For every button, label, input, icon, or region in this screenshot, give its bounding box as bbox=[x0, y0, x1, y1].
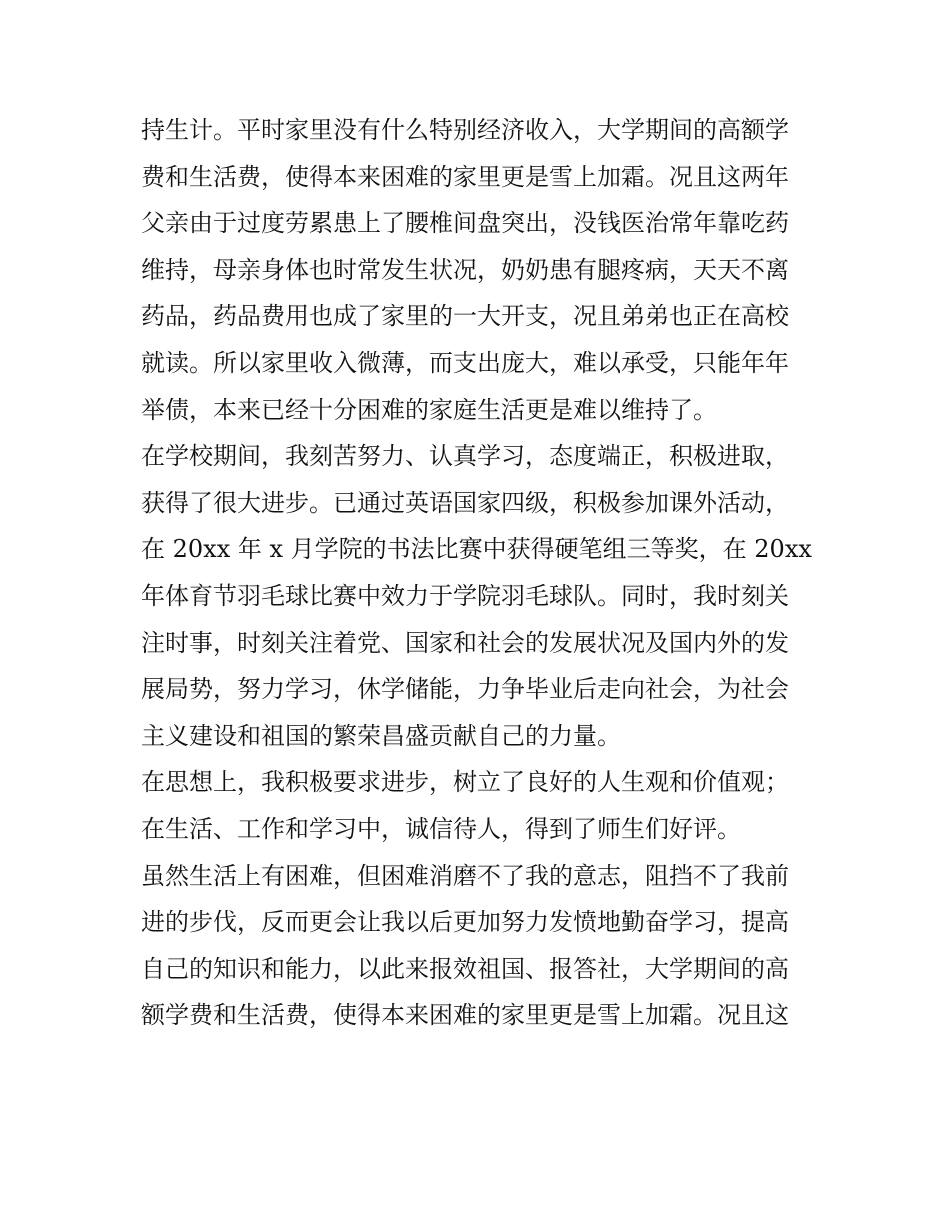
text-line: 在学校期间，我刻苦努力、认真学习，态度端正，积极进取， bbox=[141, 442, 789, 471]
text-line: 药品，药品费用也成了家里的一大开支，况且弟弟也正在高校 bbox=[141, 302, 789, 331]
text-line: 费和生活费，使得本来困难的家里更是雪上加霜。况且这两年 bbox=[141, 162, 789, 191]
text-line: 在 20xx 年 x 月学院的书法比赛中获得硬笔组三等奖，在 20xx bbox=[141, 535, 812, 564]
text-line: 主义建设和祖国的繁荣昌盛贡献自己的力量。 bbox=[141, 721, 621, 750]
text-line: 注时事，时刻关注着党、国家和社会的发展状况及国内外的发 bbox=[141, 628, 789, 657]
text-line: 父亲由于过度劳累患上了腰椎间盘突出，没钱医治常年靠吃药 bbox=[141, 209, 789, 238]
text-line: 虽然生活上有困难，但困难消磨不了我的意志，阻挡不了我前 bbox=[141, 861, 789, 890]
text-line: 额学费和生活费，使得本来困难的家里更是雪上加霜。况且这 bbox=[141, 1001, 789, 1030]
text-line: 持生计。平时家里没有什么特别经济收入，大学期间的高额学 bbox=[141, 116, 789, 144]
text-line: 在思想上，我积极要求进步，树立了良好的人生观和价值观； bbox=[141, 768, 789, 797]
text-line: 在生活、工作和学习中，诚信待人，得到了师生们好评。 bbox=[141, 814, 741, 843]
text-line: 展局势，努力学习，休学储能，力争毕业后走向社会，为社会 bbox=[141, 675, 789, 704]
text-line: 维持，母亲身体也时常发生状况，奶奶患有腿疼病，天天不离 bbox=[141, 255, 789, 284]
text-line: 自己的知识和能力，以此来报效祖国、报答社，大学期间的高 bbox=[141, 954, 789, 983]
text-line: 年体育节羽毛球比赛中效力于学院羽毛球队。同时，我时刻关 bbox=[141, 581, 789, 610]
text-line: 就读。所以家里收入微薄，而支出庞大，难以承受，只能年年 bbox=[141, 348, 789, 377]
text-line: 进的步伐，反而更会让我以后更加努力发愤地勤奋学习，提高 bbox=[141, 908, 789, 937]
text-line: 举债，本来已经十分困难的家庭生活更是难以维持了。 bbox=[141, 395, 717, 424]
body-text bbox=[141, 107, 821, 1039]
text-line: 获得了很大进步。已通过英语国家四级，积极参加课外活动， bbox=[141, 488, 789, 517]
